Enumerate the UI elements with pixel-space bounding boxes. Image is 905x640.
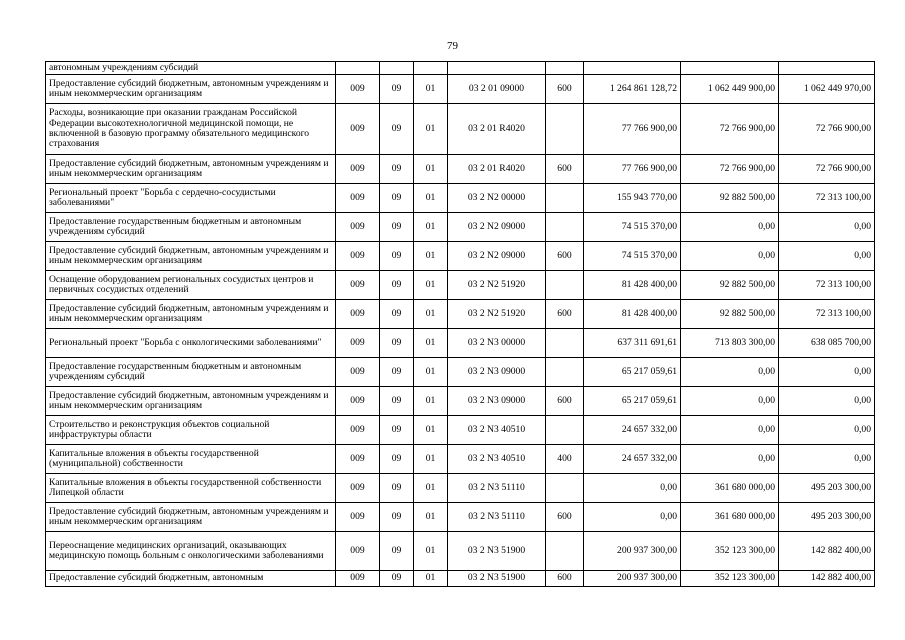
cell-name: Предоставление субсидий бюджетным, автономным учреждениям и иным некоммерческим организациям [46, 300, 336, 329]
cell-expense-type [546, 213, 584, 242]
cell-expense-type: 600 [546, 571, 584, 587]
cell-name: Предоставление субсидий бюджетным, автономным учреждениям и иным некоммерческим организациям [46, 242, 336, 271]
cell-section-code: 09 [380, 503, 414, 532]
table-row [46, 271, 875, 300]
cell-target-article: 03 2 N3 51900 [448, 571, 546, 587]
cell-expense-type: 600 [546, 242, 584, 271]
cell-subsection-code: 01 [414, 184, 448, 213]
table-body [46, 62, 875, 587]
cell-ved-code: 009 [336, 571, 380, 587]
cell-ved-code: 009 [336, 242, 380, 271]
cell-amount-year-3: 142 882 400,00 [779, 532, 875, 571]
cell-amount-year-1: 200 937 300,00 [584, 532, 681, 571]
table-row [46, 75, 875, 104]
table-row [46, 571, 875, 587]
cell-ved-code: 009 [336, 104, 380, 155]
cell-amount-year-1: 155 943 770,00 [584, 184, 681, 213]
table-row [46, 474, 875, 503]
page-number: 79 [447, 40, 458, 52]
cell-section-code: 09 [380, 300, 414, 329]
cell-expense-type [546, 329, 584, 358]
cell-amount-year-3: 142 882 400,00 [779, 571, 875, 587]
cell-expense-type [546, 416, 584, 445]
cell-section-code: 09 [380, 532, 414, 571]
cell-target-article: 03 2 N3 00000 [448, 329, 546, 358]
cell-amount-year-2 [681, 62, 779, 75]
cell-amount-year-1: 24 657 332,00 [584, 416, 681, 445]
cell-amount-year-3: 0,00 [779, 445, 875, 474]
cell-name: Предоставление государственным бюджетным и автономным учреждениям субсидий [46, 213, 336, 242]
cell-amount-year-1: 77 766 900,00 [584, 155, 681, 184]
cell-ved-code: 009 [336, 358, 380, 387]
cell-section-code: 09 [380, 387, 414, 416]
cell-amount-year-1: 637 311 691,61 [584, 329, 681, 358]
cell-amount-year-2: 92 882 500,00 [681, 271, 779, 300]
cell-amount-year-3: 0,00 [779, 416, 875, 445]
cell-amount-year-1: 74 515 370,00 [584, 213, 681, 242]
cell-target-article: 03 2 01 09000 [448, 75, 546, 104]
cell-target-article: 03 2 01 R4020 [448, 155, 546, 184]
cell-amount-year-1: 200 937 300,00 [584, 571, 681, 587]
cell-expense-type [546, 184, 584, 213]
cell-amount-year-2: 361 680 000,00 [681, 474, 779, 503]
cell-amount-year-2: 0,00 [681, 445, 779, 474]
cell-name: Капитальные вложения в объекты государственной (муниципальной) собственности [46, 445, 336, 474]
cell-amount-year-2: 713 803 300,00 [681, 329, 779, 358]
cell-subsection-code: 01 [414, 416, 448, 445]
table-row [46, 213, 875, 242]
cell-expense-type: 600 [546, 387, 584, 416]
cell-amount-year-1: 65 217 059,61 [584, 358, 681, 387]
cell-amount-year-2: 0,00 [681, 242, 779, 271]
cell-target-article: 03 2 N2 51920 [448, 271, 546, 300]
cell-amount-year-2: 92 882 500,00 [681, 300, 779, 329]
cell-ved-code [336, 62, 380, 75]
cell-ved-code: 009 [336, 300, 380, 329]
table-row [46, 387, 875, 416]
cell-subsection-code: 01 [414, 532, 448, 571]
cell-section-code: 09 [380, 184, 414, 213]
cell-name: Предоставление субсидий бюджетным, автономным учреждениям и иным некоммерческим организациям [46, 155, 336, 184]
cell-section-code: 09 [380, 474, 414, 503]
cell-ved-code: 009 [336, 416, 380, 445]
table-row [46, 300, 875, 329]
cell-amount-year-3: 0,00 [779, 358, 875, 387]
table-row [46, 416, 875, 445]
table-row [46, 445, 875, 474]
cell-name: Региональный проект "Борьба с сердечно-сосудистыми заболеваниями" [46, 184, 336, 213]
cell-expense-type [546, 358, 584, 387]
cell-name: Капитальные вложения в объекты государственной собственности Липецкой области [46, 474, 336, 503]
cell-ved-code: 009 [336, 155, 380, 184]
table-row [46, 242, 875, 271]
cell-amount-year-1: 0,00 [584, 474, 681, 503]
cell-expense-type: 600 [546, 503, 584, 532]
cell-name: автономным учреждениям субсидий [46, 62, 336, 75]
cell-amount-year-2: 0,00 [681, 387, 779, 416]
cell-amount-year-1: 81 428 400,00 [584, 300, 681, 329]
cell-amount-year-3: 72 766 900,00 [779, 104, 875, 155]
cell-name: Предоставление субсидий бюджетным, автономным [46, 571, 336, 587]
cell-section-code: 09 [380, 329, 414, 358]
cell-amount-year-3: 72 313 100,00 [779, 300, 875, 329]
cell-expense-type [546, 104, 584, 155]
table-row [46, 155, 875, 184]
cell-section-code: 09 [380, 571, 414, 587]
cell-amount-year-2: 0,00 [681, 213, 779, 242]
cell-amount-year-2: 1 062 449 900,00 [681, 75, 779, 104]
cell-name: Предоставление субсидий бюджетным, автономным учреждениям и иным некоммерческим организациям [46, 75, 336, 104]
cell-subsection-code: 01 [414, 503, 448, 532]
cell-subsection-code: 01 [414, 242, 448, 271]
cell-ved-code: 009 [336, 474, 380, 503]
cell-name: Строительство и реконструкция объектов социальной инфраструктуры области [46, 416, 336, 445]
cell-amount-year-2: 72 766 900,00 [681, 155, 779, 184]
cell-subsection-code: 01 [414, 445, 448, 474]
cell-amount-year-2: 72 766 900,00 [681, 104, 779, 155]
cell-expense-type: 400 [546, 445, 584, 474]
cell-section-code: 09 [380, 155, 414, 184]
cell-target-article: 03 2 N3 40510 [448, 445, 546, 474]
cell-subsection-code: 01 [414, 358, 448, 387]
cell-subsection-code: 01 [414, 155, 448, 184]
cell-section-code: 09 [380, 271, 414, 300]
cell-amount-year-3: 72 313 100,00 [779, 184, 875, 213]
cell-target-article: 03 2 N2 00000 [448, 184, 546, 213]
cell-expense-type [546, 62, 584, 75]
cell-expense-type [546, 271, 584, 300]
cell-target-article: 03 2 N3 51900 [448, 532, 546, 571]
cell-amount-year-3: 0,00 [779, 242, 875, 271]
cell-ved-code: 009 [336, 213, 380, 242]
cell-amount-year-2: 352 123 300,00 [681, 571, 779, 587]
cell-amount-year-1: 0,00 [584, 503, 681, 532]
cell-amount-year-1: 77 766 900,00 [584, 104, 681, 155]
cell-name: Оснащение оборудованием региональных сосудистых центров и первичных сосудистых отделений [46, 271, 336, 300]
cell-target-article: 03 2 N2 09000 [448, 242, 546, 271]
table-row [46, 329, 875, 358]
cell-section-code: 09 [380, 213, 414, 242]
cell-amount-year-3 [779, 62, 875, 75]
cell-ved-code: 009 [336, 532, 380, 571]
cell-section-code: 09 [380, 445, 414, 474]
cell-subsection-code: 01 [414, 474, 448, 503]
cell-target-article: 03 2 N3 51110 [448, 474, 546, 503]
cell-subsection-code: 01 [414, 387, 448, 416]
table-row [46, 532, 875, 571]
cell-amount-year-3: 1 062 449 970,00 [779, 75, 875, 104]
cell-subsection-code [414, 62, 448, 75]
cell-target-article: 03 2 N2 09000 [448, 213, 546, 242]
cell-section-code: 09 [380, 104, 414, 155]
cell-amount-year-1: 81 428 400,00 [584, 271, 681, 300]
cell-target-article: 03 2 N3 40510 [448, 416, 546, 445]
cell-subsection-code: 01 [414, 300, 448, 329]
cell-amount-year-3: 72 313 100,00 [779, 271, 875, 300]
cell-section-code: 09 [380, 242, 414, 271]
cell-target-article: 03 2 N3 09000 [448, 358, 546, 387]
table-row [46, 104, 875, 155]
cell-amount-year-2: 361 680 000,00 [681, 503, 779, 532]
cell-target-article: 03 2 N3 09000 [448, 387, 546, 416]
cell-amount-year-3: 0,00 [779, 213, 875, 242]
cell-ved-code: 009 [336, 387, 380, 416]
cell-target-article [448, 62, 546, 75]
table-row [46, 184, 875, 213]
cell-section-code [380, 62, 414, 75]
cell-name: Предоставление субсидий бюджетным, автономным учреждениям и иным некоммерческим организациям [46, 387, 336, 416]
cell-amount-year-3: 72 766 900,00 [779, 155, 875, 184]
cell-ved-code: 009 [336, 271, 380, 300]
budget-table [45, 61, 875, 587]
table-row [46, 503, 875, 532]
cell-name: Региональный проект "Борьба с онкологическими заболеваниями" [46, 329, 336, 358]
cell-section-code: 09 [380, 75, 414, 104]
cell-amount-year-3: 495 203 300,00 [779, 474, 875, 503]
cell-target-article: 03 2 N2 51920 [448, 300, 546, 329]
cell-section-code: 09 [380, 416, 414, 445]
cell-subsection-code: 01 [414, 75, 448, 104]
cell-amount-year-2: 92 882 500,00 [681, 184, 779, 213]
cell-amount-year-3: 638 085 700,00 [779, 329, 875, 358]
cell-ved-code: 009 [336, 75, 380, 104]
cell-target-article: 03 2 01 R4020 [448, 104, 546, 155]
cell-subsection-code: 01 [414, 104, 448, 155]
cell-amount-year-1 [584, 62, 681, 75]
cell-amount-year-1: 65 217 059,61 [584, 387, 681, 416]
cell-amount-year-3: 495 203 300,00 [779, 503, 875, 532]
cell-expense-type: 600 [546, 75, 584, 104]
cell-amount-year-1: 1 264 861 128,72 [584, 75, 681, 104]
cell-expense-type: 600 [546, 300, 584, 329]
cell-ved-code: 009 [336, 445, 380, 474]
cell-subsection-code: 01 [414, 329, 448, 358]
cell-name: Переоснащение медицинских организаций, оказывающих медицинскую помощь больным с онкологическими заболеваниями [46, 532, 336, 571]
cell-amount-year-3: 0,00 [779, 387, 875, 416]
cell-name: Предоставление государственным бюджетным и автономным учреждениям субсидий [46, 358, 336, 387]
cell-name: Расходы, возникающие при оказании гражданам Российской Федерации высокотехнологичной медицинской помощи, не включенной в базовую программу обязательного медицинского страхования [46, 104, 336, 155]
cell-section-code: 09 [380, 358, 414, 387]
cell-subsection-code: 01 [414, 271, 448, 300]
cell-amount-year-2: 0,00 [681, 416, 779, 445]
cell-ved-code: 009 [336, 329, 380, 358]
cell-expense-type [546, 474, 584, 503]
cell-expense-type: 600 [546, 155, 584, 184]
cell-amount-year-1: 24 657 332,00 [584, 445, 681, 474]
cell-ved-code: 009 [336, 503, 380, 532]
cell-subsection-code: 01 [414, 571, 448, 587]
cell-expense-type [546, 532, 584, 571]
cell-subsection-code: 01 [414, 213, 448, 242]
table-row [46, 62, 875, 75]
cell-target-article: 03 2 N3 51110 [448, 503, 546, 532]
table-row [46, 358, 875, 387]
cell-amount-year-2: 0,00 [681, 358, 779, 387]
cell-amount-year-2: 352 123 300,00 [681, 532, 779, 571]
cell-name: Предоставление субсидий бюджетным, автономным учреждениям и иным некоммерческим организациям [46, 503, 336, 532]
cell-ved-code: 009 [336, 184, 380, 213]
cell-amount-year-1: 74 515 370,00 [584, 242, 681, 271]
